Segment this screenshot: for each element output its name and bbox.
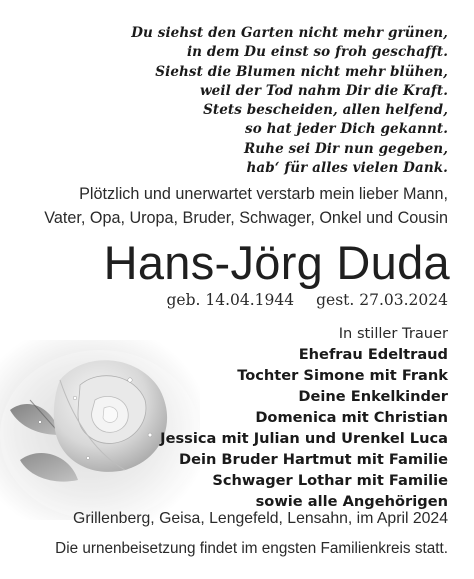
burial-note: Die urnenbeisetzung findet im engsten Familienkreis statt. [55, 540, 448, 557]
mourner-entry: Schwager Lothar mit Familie [212, 472, 448, 489]
mourner-entry: Ehefrau Edeltraud [298, 346, 448, 363]
poem-line: Stets bescheiden, allen helfend, [203, 102, 448, 119]
announcement-line: Plötzlich und unerwartet verstarb mein lieber Mann, [79, 185, 448, 203]
mourner-entry: Tochter Simone mit Frank [237, 367, 448, 384]
birth-date: geb. 14.04.1944 [166, 291, 295, 309]
poem-line: Ruhe sei Dir nun gegeben, [243, 140, 448, 157]
mourner-entry: Jessica mit Julian und Urenkel Luca [160, 430, 448, 447]
poem [108, 24, 448, 178]
death-announcement [18, 182, 448, 230]
place-and-date: Grillenberg, Geisa, Lengefeld, Lensahn, im April 2024 [73, 510, 448, 527]
poem-line: Du siehst den Garten nicht mehr grünen, [131, 25, 448, 41]
poem-line: weil der Tod nahm Dir die Kraft. [199, 82, 448, 99]
mourner-entry: Deine Enkelkinder [298, 388, 448, 405]
mourners-list [128, 323, 448, 512]
deceased-name: Hans-Jörg Duda [103, 236, 450, 289]
mourning-phrase: In stiller Trauer [338, 325, 448, 342]
announcement-line: Vater, Opa, Uropa, Bruder, Schwager, Onkel und Cousin [44, 209, 448, 227]
mourner-entry: Domenica mit Christian [255, 409, 448, 426]
poem-line: Siehst die Blumen nicht mehr blühen, [155, 63, 448, 80]
mourner-entry: Dein Bruder Hartmut mit Familie [178, 451, 448, 468]
poem-line: so hat jeder Dich gekannt. [245, 121, 448, 138]
mourner-entry: sowie alle Angehörigen [255, 493, 448, 510]
death-date: gest. 27.03.2024 [316, 291, 448, 309]
life-dates [148, 289, 448, 311]
poem-line: in dem Du einst so froh geschafft. [186, 44, 448, 61]
poem-line: hab‘ für alles vielen Dank. [246, 160, 448, 177]
